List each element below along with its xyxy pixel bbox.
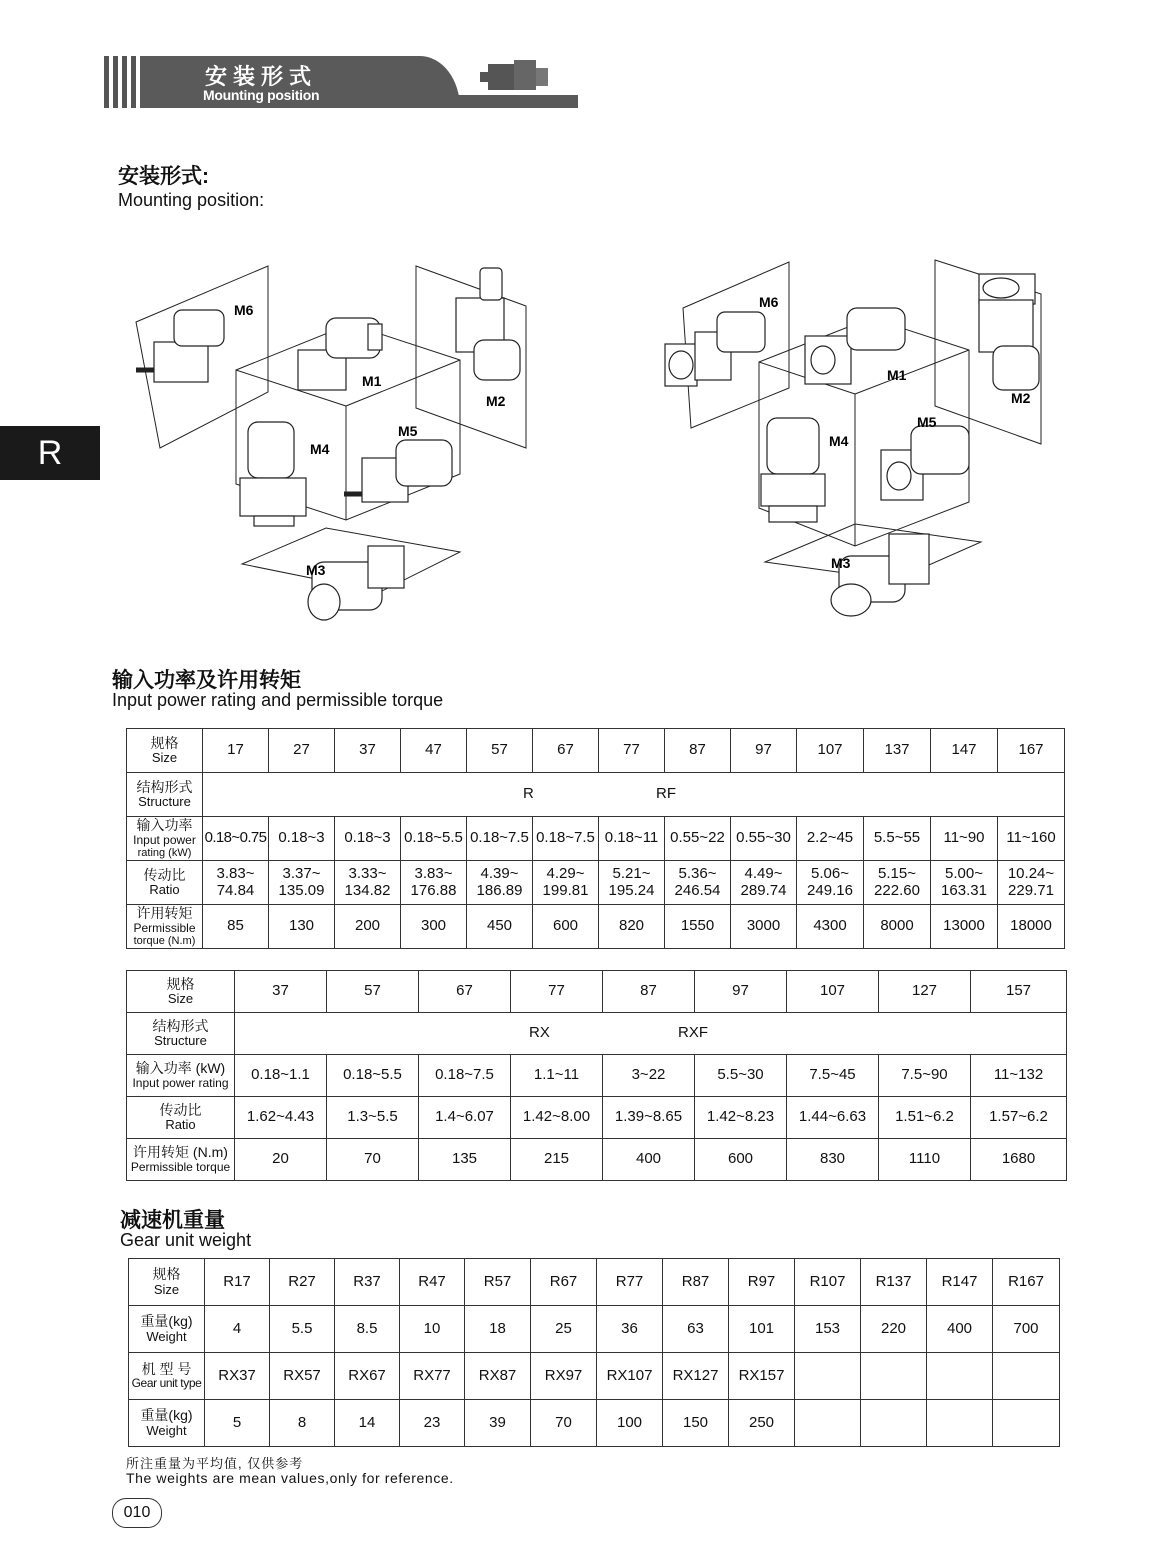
weight-title-en: Gear unit weight [120, 1230, 252, 1250]
power-title-cn: 输入功率及许用转矩 [112, 669, 301, 692]
table-cell: 5.36~ 246.54 [665, 861, 731, 905]
table-cell: 100 [597, 1400, 663, 1447]
table-cell: 820 [599, 905, 665, 949]
table-cell: RX57 [270, 1353, 335, 1400]
table-cell: 39 [465, 1400, 531, 1447]
table-cell: 400 [603, 1139, 695, 1181]
label-m3: M3 [306, 562, 326, 578]
table-cell: 600 [695, 1139, 787, 1181]
table-cell: R147 [927, 1259, 993, 1306]
structure-cell [235, 1013, 1067, 1055]
mounting-title-en: Mounting position: [118, 190, 265, 210]
table-cell: R67 [531, 1259, 597, 1306]
mounting-title-cn: 安装形式: [118, 165, 209, 188]
table-cell: RX157 [729, 1353, 795, 1400]
table-cell: 23 [400, 1400, 465, 1447]
banner-title-cn: 安装形式 [205, 64, 318, 89]
table-cell: 1.3~5.5 [327, 1097, 419, 1139]
table-row [127, 1055, 1067, 1097]
table-cell: 5.21~ 195.24 [599, 861, 665, 905]
table-cell: 37 [335, 729, 401, 773]
table-cell: 1.62~4.43 [235, 1097, 327, 1139]
table-cell: 7.5~90 [879, 1055, 971, 1097]
table-row [127, 1013, 1067, 1055]
table-cell: R107 [795, 1259, 861, 1306]
table-cell: 137 [864, 729, 931, 773]
table-cell: 157 [971, 971, 1067, 1013]
table-cell: 1550 [665, 905, 731, 949]
table-row [127, 971, 1067, 1013]
table-cell: R47 [400, 1259, 465, 1306]
row-header-size: 规格 Size [127, 971, 235, 1013]
table-cell: 0.55~30 [731, 817, 797, 861]
table-cell: 200 [335, 905, 401, 949]
table-cell: 4.49~ 289.74 [731, 861, 797, 905]
row-header-weight: 重量(kg) Weight [129, 1306, 205, 1353]
label-m5: M5 [917, 414, 937, 430]
section-tab: R [0, 426, 100, 480]
table-cell: RX107 [597, 1353, 663, 1400]
table-cell: R27 [270, 1259, 335, 1306]
table-cell: 3.37~ 135.09 [269, 861, 335, 905]
table-cell: 70 [327, 1139, 419, 1181]
table-cell: 87 [665, 729, 731, 773]
footnote-en: The weights are mean values,only for reference. [126, 1470, 454, 1486]
table-cell: 0.18~1.1 [235, 1055, 327, 1097]
table-cell: RX77 [400, 1353, 465, 1400]
table-cell: 153 [795, 1306, 861, 1353]
banner-stripes [104, 56, 138, 108]
table-cell: 150 [663, 1400, 729, 1447]
table-cell: 147 [931, 729, 998, 773]
table-cell: 1.1~11 [511, 1055, 603, 1097]
table-cell: 0.18~7.5 [533, 817, 599, 861]
table-cell: 5.00~ 163.31 [931, 861, 998, 905]
table-row [129, 1306, 1060, 1353]
table-cell: RX87 [465, 1353, 531, 1400]
table-cell: 1680 [971, 1139, 1067, 1181]
label-m1: M1 [887, 367, 907, 383]
table-cell: 85 [203, 905, 269, 949]
table-row [129, 1400, 1060, 1447]
table-cell: RX97 [531, 1353, 597, 1400]
footnote-cn: 所注重量为平均值, 仅供参考 [126, 1456, 304, 1471]
table-cell: 0.18~5.5 [401, 817, 467, 861]
table-cell: 135 [419, 1139, 511, 1181]
table-cell: 2.2~45 [797, 817, 864, 861]
row-header-weight: 重量(kg) Weight [129, 1400, 205, 1447]
table-cell: 700 [993, 1306, 1060, 1353]
row-header-size: 规格 Size [127, 729, 203, 773]
row-header-ratio: 传动比 Ratio [127, 1097, 235, 1139]
table-cell: 18 [465, 1306, 531, 1353]
table-cell: 5.5 [270, 1306, 335, 1353]
table-cell [927, 1353, 993, 1400]
structure-cell [203, 773, 1065, 817]
table-cell: 3~22 [603, 1055, 695, 1097]
table-r-power-torque [126, 728, 1065, 949]
table-cell: 13000 [931, 905, 998, 949]
table-cell: 4 [205, 1306, 270, 1353]
row-header-structure: 结构形式 Structure [127, 773, 203, 817]
table-cell [795, 1353, 861, 1400]
table-cell: 4.39~ 186.89 [467, 861, 533, 905]
table-cell: 600 [533, 905, 599, 949]
table-cell [993, 1400, 1060, 1447]
table-row [127, 905, 1065, 949]
label-m3: M3 [831, 555, 851, 571]
table-cell: 11~90 [931, 817, 998, 861]
structure-rxf: RXF [678, 1024, 709, 1042]
table-cell [993, 1353, 1060, 1400]
row-header-power: 输入功率 (kW) Input power rating [127, 1055, 235, 1097]
table-row [129, 1353, 1060, 1400]
table-cell: R17 [205, 1259, 270, 1306]
table-cell: R137 [861, 1259, 927, 1306]
table-cell: 87 [603, 971, 695, 1013]
table-cell: 5 [205, 1400, 270, 1447]
structure-rx: RX [529, 1024, 550, 1042]
table-cell: 215 [511, 1139, 603, 1181]
table-row [127, 817, 1065, 861]
label-m6: M6 [759, 294, 779, 310]
table-cell: 1110 [879, 1139, 971, 1181]
table-cell: 70 [531, 1400, 597, 1447]
table-cell: 97 [731, 729, 797, 773]
table-cell: R97 [729, 1259, 795, 1306]
table-cell: 0.18~3 [335, 817, 401, 861]
table-cell: 220 [861, 1306, 927, 1353]
table-cell [861, 1400, 927, 1447]
table-cell: 10.24~ 229.71 [998, 861, 1065, 905]
table-cell: 1.39~8.65 [603, 1097, 695, 1139]
table-cell: 300 [401, 905, 467, 949]
table-cell: 8.5 [335, 1306, 400, 1353]
mounting-diagram-foot [130, 262, 540, 647]
table-cell: 18000 [998, 905, 1065, 949]
table-cell: 77 [511, 971, 603, 1013]
table-cell: 67 [533, 729, 599, 773]
label-m2: M2 [1011, 390, 1031, 406]
table-cell: R37 [335, 1259, 400, 1306]
row-header-power: 输入功率 Input power rating (kW) [127, 817, 203, 861]
gear-motor-icon [478, 52, 558, 98]
table-row [127, 773, 1065, 817]
table-cell: 0.55~22 [665, 817, 731, 861]
table-cell: 1.44~6.63 [787, 1097, 879, 1139]
table-cell: 0.18~11 [599, 817, 665, 861]
label-m4: M4 [310, 441, 330, 457]
table-cell: 63 [663, 1306, 729, 1353]
table-cell: 5.15~ 222.60 [864, 861, 931, 905]
table-row [127, 861, 1065, 905]
table-cell: 3.83~ 74.84 [203, 861, 269, 905]
table-cell: 5.5~55 [864, 817, 931, 861]
table-cell: 830 [787, 1139, 879, 1181]
table-cell: 130 [269, 905, 335, 949]
structure-r: R [523, 785, 534, 803]
table-cell: R57 [465, 1259, 531, 1306]
table-cell: 127 [879, 971, 971, 1013]
table-rx-power-torque [126, 970, 1067, 1181]
table-cell: 47 [401, 729, 467, 773]
row-header-structure: 结构形式 Structure [127, 1013, 235, 1055]
table-cell: 1.57~6.2 [971, 1097, 1067, 1139]
row-header-torque: 许用转矩 Permissible torque (N.m) [127, 905, 203, 949]
table-cell: 20 [235, 1139, 327, 1181]
table-cell: 0.18~5.5 [327, 1055, 419, 1097]
table-cell [927, 1400, 993, 1447]
table-gear-weight [128, 1258, 1060, 1447]
table-cell: R87 [663, 1259, 729, 1306]
weight-title-cn: 减速机重量 [120, 1209, 225, 1232]
structure-rf: RF [656, 785, 677, 803]
table-cell: 4300 [797, 905, 864, 949]
table-cell [861, 1353, 927, 1400]
table-row [127, 729, 1065, 773]
table-row [129, 1259, 1060, 1306]
row-header-torque: 许用转矩 (N.m) Permissible torque [127, 1139, 235, 1181]
table-cell: 0.18~7.5 [467, 817, 533, 861]
table-cell: 10 [400, 1306, 465, 1353]
table-cell: 107 [797, 729, 864, 773]
table-cell: 27 [269, 729, 335, 773]
table-cell: RX127 [663, 1353, 729, 1400]
banner-title-en: Mounting position [203, 87, 320, 103]
table-cell: 25 [531, 1306, 597, 1353]
table-cell: 400 [927, 1306, 993, 1353]
table-cell: 3.33~ 134.82 [335, 861, 401, 905]
label-m6: M6 [234, 302, 254, 318]
table-cell: RX67 [335, 1353, 400, 1400]
table-cell: 167 [998, 729, 1065, 773]
table-cell: R77 [597, 1259, 663, 1306]
table-cell: 1.42~8.00 [511, 1097, 603, 1139]
table-cell: 36 [597, 1306, 663, 1353]
table-cell: 1.4~6.07 [419, 1097, 511, 1139]
table-cell: 3.83~ 176.88 [401, 861, 467, 905]
table-cell: 57 [327, 971, 419, 1013]
table-cell: 107 [787, 971, 879, 1013]
table-cell: 77 [599, 729, 665, 773]
table-cell: 5.06~ 249.16 [797, 861, 864, 905]
table-cell: 7.5~45 [787, 1055, 879, 1097]
table-cell: 8000 [864, 905, 931, 949]
label-m4: M4 [829, 433, 849, 449]
row-header-gear-unit-type: 机 型 号 Gear unit type [129, 1353, 205, 1400]
table-cell: 250 [729, 1400, 795, 1447]
table-cell: 11~132 [971, 1055, 1067, 1097]
label-m2: M2 [486, 393, 506, 409]
power-title-en: Input power rating and permissible torque [112, 690, 444, 710]
table-cell: 8 [270, 1400, 335, 1447]
table-cell: 4.29~ 199.81 [533, 861, 599, 905]
mounting-diagram-flange [655, 258, 1065, 643]
table-cell: 0.18~7.5 [419, 1055, 511, 1097]
table-cell: 0.18~3 [269, 817, 335, 861]
table-cell [795, 1400, 861, 1447]
table-cell: 0.18~0.75 [203, 817, 269, 861]
table-cell: 1.51~6.2 [879, 1097, 971, 1139]
table-cell: 57 [467, 729, 533, 773]
table-cell: R167 [993, 1259, 1060, 1306]
row-header-ratio: 传动比 Ratio [127, 861, 203, 905]
table-cell: 17 [203, 729, 269, 773]
table-cell: 67 [419, 971, 511, 1013]
table-cell: 450 [467, 905, 533, 949]
page-number: 010 [112, 1498, 162, 1528]
row-header-size: 规格 Size [129, 1259, 205, 1306]
table-row [127, 1139, 1067, 1181]
table-cell: RX37 [205, 1353, 270, 1400]
table-cell: 11~160 [998, 817, 1065, 861]
table-cell: 3000 [731, 905, 797, 949]
table-cell: 37 [235, 971, 327, 1013]
label-m5: M5 [398, 423, 418, 439]
table-row [127, 1097, 1067, 1139]
table-cell: 5.5~30 [695, 1055, 787, 1097]
table-cell: 101 [729, 1306, 795, 1353]
table-cell: 14 [335, 1400, 400, 1447]
label-m1: M1 [362, 373, 382, 389]
table-cell: 1.42~8.23 [695, 1097, 787, 1139]
table-cell: 97 [695, 971, 787, 1013]
